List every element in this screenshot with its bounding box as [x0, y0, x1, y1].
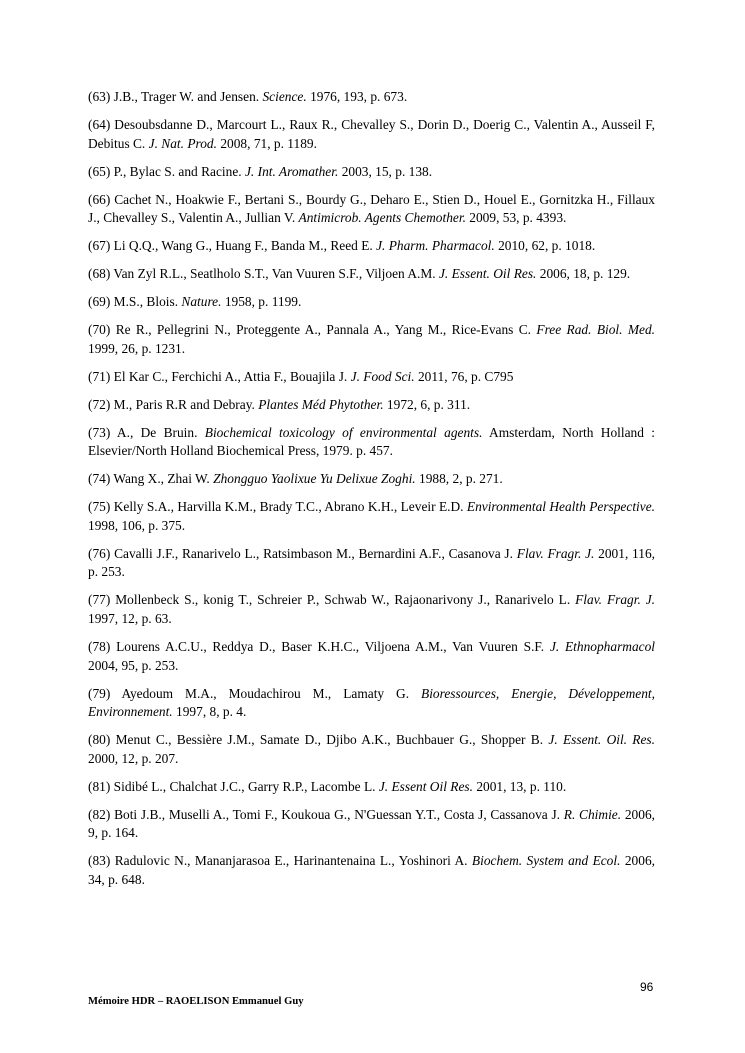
- reference-journal: J. Essent. Oil. Res.: [548, 732, 655, 748]
- reference-journal: Science.: [262, 89, 307, 104]
- reference-authors: Van Zyl R.L., Seatlholo S.T., Van Vuuren S.F., Viljoen A.M.: [113, 266, 436, 282]
- reference-number: (81): [88, 778, 111, 794]
- reference-journal: J. Ethnopharmacol: [549, 638, 656, 654]
- reference-number: (66): [88, 191, 111, 207]
- reference-number: (82): [88, 806, 111, 822]
- reference-journal: Flav. Fragr. J.: [575, 592, 656, 608]
- reference-authors: Ayedoum M.A., Moudachirou M., Lamaty G.: [121, 685, 410, 701]
- reference-number: (76): [88, 545, 111, 561]
- reference-authors: J.B., Trager W. and Jensen.: [113, 89, 260, 104]
- reference-details: 1988, 2, p. 271.: [419, 471, 503, 487]
- reference-authors: M.S., Blois.: [113, 294, 179, 310]
- reference-item: [88, 396, 655, 415]
- reference-details: 2009, 53, p. 4393.: [469, 210, 567, 226]
- reference-details: 2001, 13, p. 110.: [476, 778, 567, 794]
- reference-journal: Nature.: [181, 294, 222, 310]
- reference-item: [88, 368, 655, 387]
- reference-item: [88, 293, 655, 312]
- reference-list: [88, 88, 655, 899]
- reference-item: [88, 852, 655, 889]
- reference-number: (69): [88, 294, 111, 310]
- reference-journal: J. Essent Oil Res.: [378, 778, 473, 794]
- reference-number: (75): [88, 499, 111, 515]
- reference-number: (64): [88, 116, 111, 132]
- reference-journal: J. Essent. Oil Res.: [438, 266, 537, 282]
- reference-details: 2010, 62, p. 1018.: [498, 238, 596, 254]
- reference-authors: Cachet N., Hoakwie F., Bertani S., Bourdy G., Deharo E., Stien D., Houel E., Gornitzka H., Fillaux J., Chevalley S., Valentin A., Jullian V.: [88, 191, 655, 226]
- reference-journal: J. Food Sci.: [350, 368, 415, 384]
- reference-details: 2001, 116, p. 253.: [88, 545, 655, 580]
- reference-authors: Re R., Pellegrini N., Proteggente A., Pannala A., Yang M., Rice-Evans C.: [115, 322, 532, 338]
- reference-authors: Radulovic N., Mananjarasoa E., Harinantenaina L., Yoshinori A.: [114, 853, 468, 869]
- reference-details: 1976, 193, p. 673.: [310, 89, 408, 104]
- reference-journal: Free Rad. Biol. Med.: [536, 322, 655, 338]
- reference-item: [88, 88, 655, 107]
- reference-details: 2000, 12, p. 207.: [88, 750, 179, 766]
- reference-journal: Antimicrob. Agents Chemother.: [298, 210, 466, 226]
- reference-authors: Sidibé L., Chalchat J.C., Garry R.P., Lacombe L.: [113, 778, 376, 794]
- reference-number: (71): [88, 368, 111, 384]
- reference-details: 1997, 8, p. 4.: [176, 704, 247, 720]
- reference-number: (78): [88, 638, 111, 654]
- reference-item: [88, 806, 655, 843]
- reference-authors: Menut C., Bessière J.M., Samate D., Djibo A.K., Buchbauer G., Shopper B.: [115, 732, 544, 748]
- reference-details: 2008, 71, p. 1189.: [220, 135, 317, 151]
- reference-number: (67): [88, 238, 111, 254]
- page-footer: Mémoire HDR – RAOELISON Emmanuel Guy: [88, 996, 304, 1007]
- reference-item: [88, 191, 655, 228]
- reference-item: [88, 237, 655, 256]
- reference-authors: A., De Bruin.: [116, 424, 198, 440]
- reference-journal: J. Int. Aromather.: [244, 163, 339, 179]
- reference-number: (80): [88, 732, 111, 748]
- reference-number: (73): [88, 424, 111, 440]
- reference-details: 2004, 95, p. 253.: [88, 657, 179, 673]
- reference-details: 2011, 76, p. C795: [417, 368, 514, 384]
- reference-details: 2006, 9, p. 164.: [88, 806, 655, 841]
- reference-journal: Plantes Méd Phytother.: [258, 396, 384, 412]
- reference-item: [88, 424, 655, 461]
- reference-item: [88, 591, 655, 628]
- reference-details: 1998, 106, p. 375.: [88, 517, 186, 533]
- reference-number: (79): [88, 685, 111, 701]
- reference-details: 2006, 34, p. 648.: [88, 853, 655, 887]
- reference-number: (74): [88, 471, 111, 487]
- reference-journal: Bioressources, Energie, Développement, Environnement.: [88, 685, 655, 720]
- reference-authors: Wang X., Zhai W.: [113, 471, 210, 487]
- reference-item: [88, 638, 655, 675]
- reference-authors: Desoubsdanne D., Marcourt L., Raux R., Chevalley S., Dorin D., Doerig C., Valentin A., Ausseil F, Debitus C.: [88, 116, 655, 151]
- reference-journal: J. Nat. Prod.: [148, 135, 217, 151]
- reference-details: 2003, 15, p. 138.: [341, 163, 433, 179]
- reference-authors: Boti J.B., Muselli A., Tomi F., Koukoua G., N'Guessan Y.T., Costa J, Cassanova J.: [114, 806, 561, 822]
- reference-authors: Kelly S.A., Harvilla K.M., Brady T.C., Abrano K.H., Leveir E.D.: [113, 499, 464, 515]
- reference-authors: Lourens A.C.U., Reddya D., Baser K.H.C., Viljoena A.M., Van Vuuren S.F.: [116, 638, 545, 654]
- reference-number: (63): [88, 89, 111, 104]
- reference-journal: J. Pharm. Pharmacol.: [376, 238, 495, 254]
- reference-item: [88, 498, 655, 535]
- reference-journal: Biochem. System and Ecol.: [471, 853, 621, 869]
- reference-number: (65): [88, 163, 111, 179]
- reference-number: (83): [88, 853, 111, 869]
- reference-item: [88, 321, 655, 358]
- reference-details: 1972, 6, p. 311.: [386, 396, 471, 412]
- reference-number: (68): [88, 266, 111, 282]
- reference-authors: M., Paris R.R and Debray.: [113, 396, 255, 412]
- reference-journal: Zhongguo Yaolixue Yu Delixue Zoghi.: [213, 471, 416, 487]
- reference-details: Amsterdam, North Holland : Elsevier/North Holland Biochemical Press, 1979. p. 457.: [88, 424, 655, 459]
- reference-item: [88, 731, 655, 768]
- reference-item: [88, 265, 655, 284]
- reference-journal: Biochemical toxicology of environmental agents.: [204, 424, 483, 440]
- reference-journal: Environmental Health Perspective.: [466, 499, 655, 515]
- page-number: 96: [640, 980, 654, 994]
- reference-item: [88, 470, 655, 489]
- reference-authors: Cavalli J.F., Ranarivelo L., Ratsimbason M., Bernardini A.F., Casanova J.: [114, 545, 513, 561]
- reference-item: [88, 778, 655, 797]
- reference-number: (70): [88, 322, 111, 338]
- reference-journal: Flav. Fragr. J.: [516, 545, 595, 561]
- reference-item: [88, 163, 655, 182]
- reference-authors: P., Bylac S. and Racine.: [113, 163, 242, 179]
- reference-number: (72): [88, 396, 111, 412]
- reference-authors: Mollenbeck S., konig T., Schreier P., Schwab W., Rajaonarivony J., Ranarivelo L.: [115, 592, 571, 608]
- reference-journal: R. Chimie.: [563, 806, 622, 822]
- reference-details: 1958, p. 1199.: [224, 294, 302, 310]
- reference-authors: El Kar C., Ferchichi A., Attia F., Bouajila J.: [113, 368, 348, 384]
- reference-details: 2006, 18, p. 129.: [539, 266, 631, 282]
- reference-details: 1997, 12, p. 63.: [88, 610, 172, 626]
- reference-item: [88, 545, 655, 582]
- reference-item: [88, 116, 655, 153]
- reference-details: 1999, 26, p. 1231.: [88, 340, 186, 356]
- reference-item: [88, 685, 655, 722]
- reference-number: (77): [88, 592, 111, 608]
- reference-authors: Li Q.Q., Wang G., Huang F., Banda M., Reed E.: [113, 238, 373, 254]
